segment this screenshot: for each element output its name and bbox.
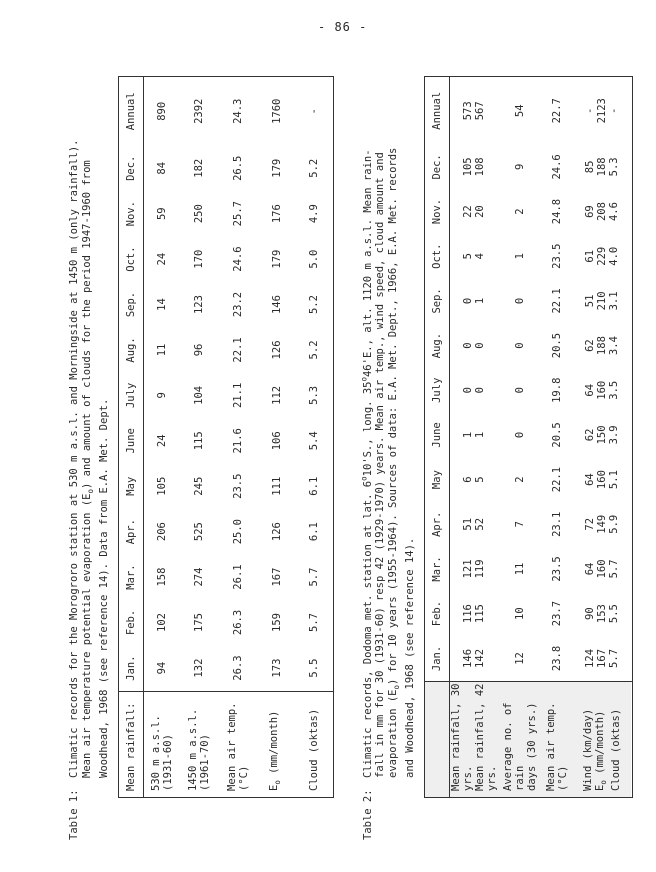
table1-row (296, 77, 334, 798)
table2-cell (572, 636, 632, 682)
table2-cell-value: 64 (583, 473, 596, 486)
table2-column-header: Sep. (425, 279, 450, 324)
table2-cell-value: 24.6 (551, 154, 563, 180)
table2-cell-value: 0 (514, 431, 526, 439)
table2-column-header: Apr. (425, 502, 450, 547)
table1-cell: 26.3 (231, 655, 244, 681)
table1-cell: 158 (155, 567, 168, 587)
table1-row-label (296, 692, 334, 798)
table1-cell: 26.5 (231, 155, 244, 181)
table2-cell-value: 0 (462, 297, 474, 305)
table2-cell-value: 22.1 (551, 466, 563, 493)
table1-cell: 274 (192, 567, 205, 587)
table2-cell-value: 54 (514, 104, 526, 118)
table1-column-header: Annual (119, 77, 144, 146)
table2-cell-value: 146 (462, 648, 474, 668)
table2-cell-value: 23.7 (551, 600, 563, 627)
table2-column-header: July (425, 368, 450, 413)
table2-column-header: May (425, 457, 450, 502)
table2-cell (542, 636, 572, 682)
table2-cell-value: 20 (474, 205, 486, 218)
table1-cell: 24.3 (231, 98, 244, 124)
table2-caption-line: Climatic records, Dodoma met. station at lat. 6$^o$10'S., long. 35$^o$46'E., alt. 1120 m a.s.l. Mean rain- (359, 149, 374, 778)
table1-column-header: May (119, 464, 144, 509)
table2-cell-value: 23.8 (551, 645, 563, 672)
table1-cell: 5.4 (308, 431, 321, 451)
table1-column-header: Jan. (119, 645, 144, 691)
table2 (424, 76, 633, 798)
table2-row-label (572, 682, 632, 798)
table1-column-header: Dec. (119, 146, 144, 191)
table2-cell-value: 567 (474, 101, 486, 121)
table1-cell: 179 (270, 158, 283, 178)
table1-row-label (144, 692, 180, 798)
table2-cell-value: 3.1 (607, 291, 620, 311)
table2-cell (542, 145, 572, 190)
table2-cell-value: 6 (462, 476, 474, 483)
table1-column-header: Apr. (119, 509, 144, 554)
table1-header-label: Mean rainfall: (119, 692, 144, 798)
table2-cell-value: 7 (514, 521, 526, 528)
table1-column-header: June (119, 418, 144, 463)
table2-cell (572, 591, 632, 636)
table2-row (498, 77, 542, 798)
table2-cell (572, 323, 632, 368)
table1-cell: 111 (270, 476, 283, 496)
table2-column-header: Aug. (425, 323, 450, 368)
table1-cell: 132 (192, 658, 205, 678)
table2-cell (498, 636, 542, 682)
table2-cell-value: 0 (514, 297, 526, 305)
table2-column-header: Oct. (425, 234, 450, 279)
table2-cell-value: 52 (474, 517, 486, 531)
table1-cell: 23.5 (231, 473, 244, 499)
table2-column-header: Dec. (425, 145, 450, 190)
table2-cell (572, 234, 632, 279)
table2-cell-value: 116 (462, 604, 474, 624)
table2-cell-value: 61 (583, 249, 596, 263)
table2-cell-value: 2 (514, 476, 526, 483)
table1-column-header: July (119, 373, 144, 418)
table2-cell (542, 279, 572, 324)
table2-header-row (425, 77, 450, 798)
table2-cell-value: 4.6 (607, 202, 620, 222)
table1-row-label-line: (°C) (237, 765, 250, 791)
table1-cell: 1760 (270, 98, 283, 124)
table2-cell-value: 229 (595, 246, 608, 266)
table2-cell-value: - (607, 107, 620, 114)
table1-cell: 5.2 (308, 158, 321, 178)
table1-cell: 170 (192, 249, 205, 269)
table2-cell-value: 0 (462, 387, 474, 394)
rotated-page-content (68, 40, 648, 840)
table1-cell: 25.7 (231, 201, 244, 227)
table1-cell: 24.6 (231, 246, 244, 272)
table2-cell (498, 457, 542, 502)
table2-cell-value: 11 (514, 562, 526, 576)
table1-row-label-line: $E_o$ (mm/month) (268, 710, 283, 791)
table2-cell-value: 1 (514, 253, 526, 260)
table1-caption-line: Woodhead, 1968 (see reference 14). Data from E.A. Met. Dept. (97, 398, 110, 778)
table1-caption-number: Table 1: (68, 789, 80, 840)
table2-cell-value: 10 (514, 607, 526, 620)
table2-cell-value: 573 (462, 101, 474, 121)
table2-cell (542, 234, 572, 279)
table2-cell-value: 20.5 (551, 422, 563, 448)
table1-cell: 245 (192, 476, 205, 496)
table1-column-header: Feb. (119, 600, 144, 645)
table1-cell: 14 (155, 298, 168, 311)
table2-row-label-line: Mean rainfall, 30 yrs. (450, 683, 474, 791)
table2-cell (498, 413, 542, 458)
page-number: - 86 - (318, 20, 368, 34)
table2-cell (542, 323, 572, 368)
table2-row-label (542, 682, 572, 798)
table1-cell: 890 (155, 101, 168, 121)
table2-cell (498, 323, 542, 368)
table2-cell (450, 368, 499, 413)
table1-cell: 159 (270, 613, 283, 632)
table1-cell: 102 (155, 613, 168, 632)
table2-cell-value: 23.5 (551, 243, 563, 269)
table2-cell (450, 145, 499, 190)
table1-cell: 6.1 (308, 522, 321, 542)
table2-cell-value: 22.1 (551, 288, 563, 314)
table1-cell: 4.9 (308, 204, 321, 224)
table2-cell (572, 413, 632, 458)
table2-cell-value: 90 (583, 607, 596, 620)
table1-cell: 206 (155, 522, 168, 542)
table2-cell (450, 413, 499, 458)
table1-caption-line: Climatic records for the Morogroro station at 530 m a.s.l. and Morningside at 1450 m (only rainfall). (68, 139, 80, 778)
table2-column-header: Feb. (425, 591, 450, 636)
table1-column-header: Mar. (119, 554, 144, 599)
table1-cell: 94 (155, 661, 168, 675)
table2-cell-value: 62 (583, 339, 596, 352)
table2-cell (572, 368, 632, 413)
table2-cell (450, 636, 499, 682)
table1-cell: 126 (270, 522, 283, 542)
table2-cell-value: 85 (583, 160, 596, 174)
table1-row-label-line: 1450 m a.s.l. (186, 708, 199, 791)
table2-cell (542, 77, 572, 145)
table2-caption-number: Table 2: (361, 789, 374, 840)
table1-row (218, 77, 258, 798)
table2-row (572, 77, 632, 798)
table2-row-label (450, 682, 499, 798)
table2-cell (572, 502, 632, 547)
table2-cell (498, 502, 542, 547)
table1-cell: 5.2 (308, 340, 321, 360)
table1-column-header: Sep. (119, 282, 144, 327)
table1-row-label-line: (1931-60) (161, 734, 174, 791)
table2-cell-value: 1 (474, 431, 486, 439)
table1-cell: 24 (155, 252, 168, 266)
table2-cell (542, 502, 572, 547)
table2-cell-value: 142 (474, 648, 486, 668)
table2-cell (498, 591, 542, 636)
table2-cell-value: 108 (474, 157, 486, 177)
table2-cell-value: 105 (462, 157, 474, 177)
table2-cell-value: 62 (583, 428, 596, 442)
table1-cell: 2392 (192, 98, 205, 124)
table1-cell: 104 (192, 385, 205, 405)
table1-cell: 126 (270, 340, 283, 360)
table1-row (144, 77, 180, 798)
table2-cell-value: 51 (462, 517, 474, 531)
table2-cell (572, 189, 632, 234)
table2-cell-value: 51 (583, 294, 596, 308)
table2-row (450, 77, 499, 798)
table2-cell (542, 368, 572, 413)
table1-cell: 26.1 (231, 564, 244, 590)
table2-cell-value: 23.5 (551, 556, 563, 582)
table2-cell (542, 591, 572, 636)
table2-cell-value: 3.5 (607, 380, 620, 400)
table1-cell: 182 (192, 158, 205, 178)
table2-cell (450, 323, 499, 368)
table2-column-header: June (425, 413, 450, 458)
table2-cell (498, 279, 542, 324)
table1-cell: 5.0 (308, 249, 321, 269)
table1-row (180, 77, 218, 798)
table2-row (542, 77, 572, 798)
table2-row-label-line: days (30 yrs.) (526, 702, 538, 791)
table2-cell-value: 24.8 (551, 198, 563, 225)
table2-cell-value: - (583, 107, 596, 114)
table2-cell (542, 413, 572, 458)
table2-row-label-line: $E_o$ (mm/month) (593, 710, 608, 791)
table2-cell-value: 5.7 (607, 559, 620, 579)
table1-cell: 5.2 (308, 295, 321, 315)
table2-cell-value: 167 (595, 648, 608, 668)
table1-cell: 26.3 (231, 609, 244, 636)
table2-cell-value: 9 (514, 163, 526, 171)
table2-cell-value: 150 (595, 425, 608, 445)
table2-cell (498, 145, 542, 190)
table1-row-label-line: Mean air temp. (225, 702, 238, 791)
table1-row-label-line: Cloud (oktas) (308, 708, 321, 791)
table2-cell-value: 210 (595, 291, 608, 311)
table1 (118, 76, 334, 798)
table1-cell: 21.1 (231, 382, 244, 409)
table2-cell-value: 3.9 (607, 425, 620, 445)
table1-row-label (218, 692, 258, 798)
table1-cell: 106 (270, 431, 283, 451)
table2-cell-value: 22 (462, 205, 474, 218)
table2-cell-value: 153 (595, 604, 608, 624)
table1-cell: 84 (155, 161, 168, 175)
table1-cell: 179 (270, 249, 283, 269)
table2-cell-value: 1 (462, 431, 474, 439)
table2-row-label-line: Wind (km/day) (581, 708, 594, 791)
table1-row-label-line: (1961-70) (198, 734, 211, 791)
table2-cell-value: 115 (474, 604, 486, 624)
table1-row (258, 77, 296, 798)
table2-cell (572, 547, 632, 592)
table2-cell (542, 189, 572, 234)
table1-column-header: Nov. (119, 191, 144, 236)
table2-cell-value: 119 (474, 559, 486, 579)
table2-cell-value: 188 (595, 336, 608, 356)
table2-cell (450, 457, 499, 502)
table1-cell: 112 (270, 385, 283, 405)
table2-caption-line: evaporation $(E_o)$ for 10 years (1955-1964). Sources of data: E.A. Met. Dept., 1966, E.A. Met. records (387, 147, 402, 778)
table1-cell: 115 (192, 431, 205, 451)
table1-cell: 5.7 (308, 567, 321, 587)
table2-cell-value: 12 (514, 652, 526, 665)
table2-caption-line: fall in mm for 30 (1931-60) resp 42 (1929-1970) years. Mean air temp., wind speed, cloud amount and (374, 152, 387, 778)
table2-cell (572, 77, 632, 145)
table1-cell: 175 (192, 613, 205, 632)
table2-cell-value: 5.9 (607, 514, 620, 534)
table2-cell (450, 279, 499, 324)
table1-caption (68, 80, 110, 840)
table2-column-header: Jan. (425, 636, 450, 682)
table2-cell (572, 145, 632, 190)
table2-cell-value: 23.1 (551, 511, 563, 537)
table2-cell-value: 64 (583, 383, 596, 397)
table2-cell-value: 0 (474, 387, 486, 394)
table2-cell-value: 0 (462, 342, 474, 349)
table1-column-header: Oct. (119, 236, 144, 281)
table2-cell-value: 5.7 (607, 648, 620, 668)
table1-cell: 176 (270, 204, 283, 224)
table2-cell (450, 502, 499, 547)
table2-cell (498, 368, 542, 413)
table2-cell-value: 64 (583, 562, 596, 576)
table2-cell (450, 547, 499, 592)
table2-cell-value: 20.5 (551, 332, 563, 359)
table2-cell (572, 457, 632, 502)
table1-cell: 525 (192, 522, 205, 542)
table2-cell-value: 3.4 (607, 336, 620, 356)
table1-cell: 250 (192, 204, 205, 224)
table1-row-label (180, 692, 218, 798)
table1-cell: 24 (155, 434, 168, 448)
table2-cell-value: 0 (474, 342, 486, 349)
table2-cell-value: 121 (462, 559, 474, 579)
table2-cell (498, 189, 542, 234)
table1-cell: 59 (155, 207, 168, 221)
table2-row-label-line: Average no. of rain (502, 702, 526, 791)
table2-cell-value: 19.8 (551, 377, 563, 403)
table2-cell (542, 547, 572, 592)
table1-cell: 5.5 (308, 658, 321, 678)
table2-cell-value: 2 (514, 208, 526, 215)
table1-cell: 5.3 (308, 385, 321, 405)
table1-cell: 146 (270, 295, 283, 315)
table2-cell-value: 0 (514, 342, 526, 349)
table2-cell (450, 234, 499, 279)
table1-column-header: Aug. (119, 327, 144, 372)
table2-cell-value: 124 (583, 648, 596, 668)
table2-cell-value: 1 (474, 297, 486, 305)
table1-cell: 167 (270, 567, 283, 587)
table2-cell (450, 77, 499, 145)
table2-column-header: Annual (425, 77, 450, 145)
table2-cell-value: 2123 (595, 98, 608, 124)
table2-column-header: Nov. (425, 189, 450, 234)
table1-cell: 9 (155, 392, 168, 399)
table2-row-label-line: Mean air temp. (°C) (545, 702, 569, 791)
table1-row-label (258, 692, 296, 798)
table2-cell-value: 22.7 (551, 98, 563, 124)
table1-cell: 6.1 (308, 476, 321, 496)
table1-cell: 25.0 (231, 518, 244, 545)
table2-row-label (498, 682, 542, 798)
table2-cell (572, 279, 632, 324)
table2-row-label-line: Mean rainfall, 42 yrs. (474, 683, 498, 791)
table2-cell (542, 457, 572, 502)
table1-cell: 173 (270, 658, 283, 678)
table1-cell: 123 (192, 295, 205, 315)
table2-cell-value: 160 (595, 470, 608, 490)
table1-cell: 105 (155, 476, 168, 496)
table2-cell (498, 234, 542, 279)
table2-cell-value: 5 (462, 253, 474, 260)
table2-cell-value: 208 (595, 202, 608, 222)
table1-cell: 96 (192, 343, 205, 357)
table2-cell-value: 160 (595, 559, 608, 579)
table2-caption (358, 80, 417, 840)
table2-cell-value: 5.1 (607, 470, 620, 490)
table1-cell: - (308, 108, 321, 115)
table1-cell: 5.7 (308, 613, 321, 632)
table2-cell (450, 189, 499, 234)
table1-header-row (119, 77, 144, 798)
table2-column-header: Mar. (425, 547, 450, 592)
table2-header-blank (425, 682, 450, 798)
table2-cell-value: 0 (514, 387, 526, 394)
table2-cell-value: 5.3 (607, 157, 620, 177)
table2-cell (450, 591, 499, 636)
table2-cell-value: 69 (583, 205, 596, 218)
table2-cell-value: 5 (474, 476, 486, 483)
table2-cell (498, 547, 542, 592)
table2-cell-value: 4.0 (607, 246, 620, 266)
table1-caption-line: Mean air temperature potential evaporation $(E_o)$ and amount of clouds for the period 1947-1960 from (80, 160, 95, 778)
table2-cell-value: 160 (595, 380, 608, 400)
table2-cell-value: 5.5 (607, 604, 620, 624)
table1-cell: 11 (155, 343, 168, 357)
table2-row-label-line: Cloud (oktas) (609, 708, 622, 791)
table1-cell: 22.1 (231, 337, 244, 363)
table2-cell-value: 188 (595, 157, 608, 177)
table2-cell-value: 149 (595, 514, 608, 534)
table2-cell-value: 72 (583, 517, 596, 531)
table2-cell (498, 77, 542, 145)
table2-cell-value: 4 (474, 253, 486, 260)
table1-cell: 21.6 (231, 428, 244, 454)
table1-row-label-line: 530 m a.s.l. (149, 715, 162, 791)
table2-caption-line: and Woodhead, 1968 (see reference 14). (403, 537, 416, 778)
table1-cell: 23.2 (231, 291, 244, 318)
